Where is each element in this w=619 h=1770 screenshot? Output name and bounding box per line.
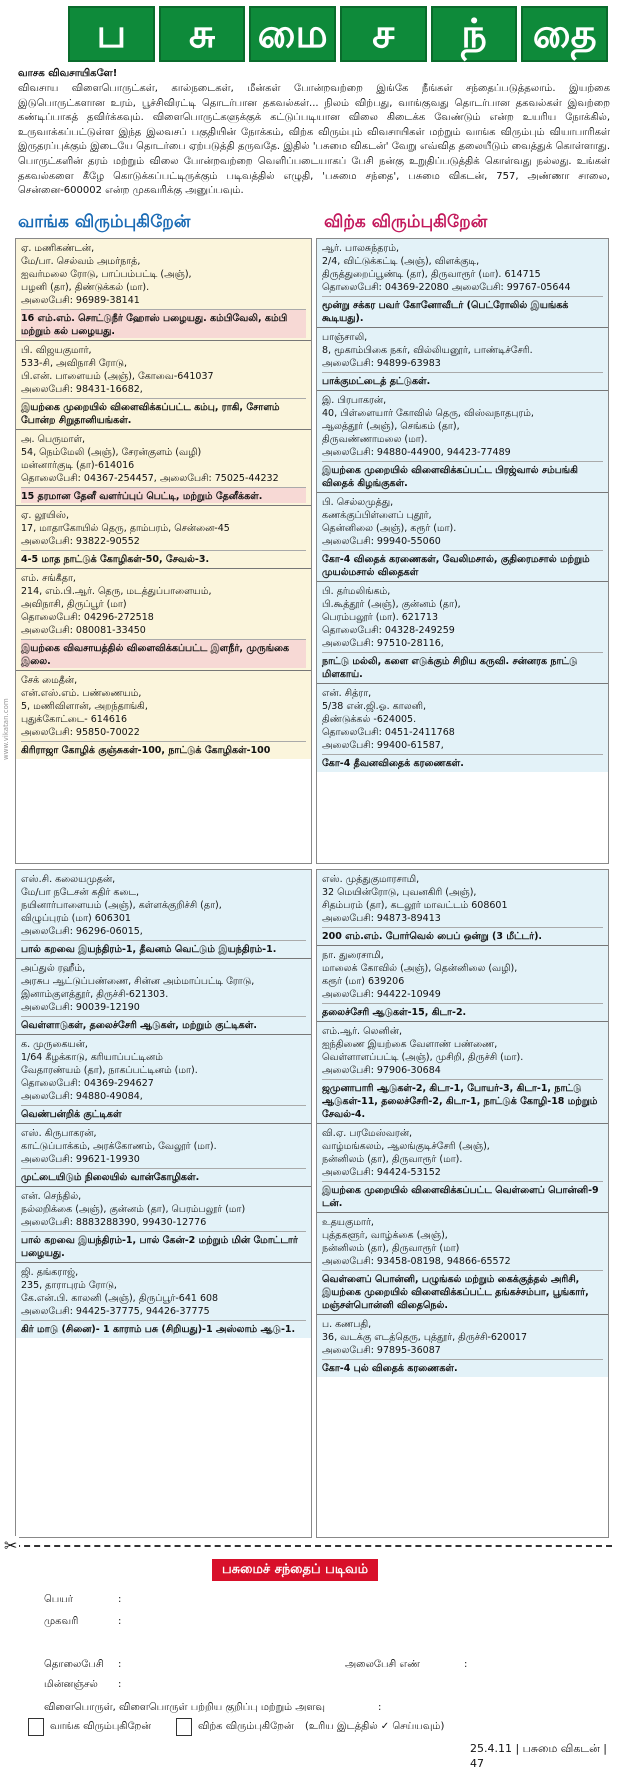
contact-line: வாழ்மங்கலம், ஆலங்குடிச்சேரி (அஞ்), (322, 1141, 490, 1152)
address-label: முகவரி (44, 1616, 79, 1627)
contact-details (21, 344, 306, 396)
listing-item: கிர் மாடு (சினை)- 1 காராம் பசு (சிறியது)-1 அஸ்லாம் ஆடு-1. (21, 1320, 306, 1336)
contact-line: பி. செல்லமுத்து, (322, 497, 394, 508)
contact-line: தொலைபேசி: 04369-22080 அலைபேசி: 99767-05644 (322, 282, 571, 293)
contact-line: 36, வடக்கு எடத்தெரு, புத்தூர், திருச்சி-620017 (322, 1332, 528, 1343)
contact-line: அலைபேசி: 90039-12190 (21, 1002, 140, 1013)
contact-line: சிதம்பரம் (தா), கடலூர் மாவட்டம் 608601 (322, 900, 508, 911)
contact-line: ஐந்திணை இயற்கை வேளாண் பண்ணை, (322, 1039, 498, 1050)
listing-entry (317, 328, 608, 391)
phone-colon: : (118, 1659, 122, 1670)
contact-line: 8, மூகாம்பிகை நகர், வில்லியனூர், பாண்டிச்சேரி. (322, 345, 533, 356)
listing-entry (16, 1124, 311, 1187)
contact-line: திருவண்ணாமலை (மா). (322, 434, 428, 445)
contact-line: அலைபேசி: 94422-10949 (322, 989, 441, 1000)
listing-entry (317, 946, 608, 1022)
listing-item: 200 எம்.எம். போர்வெல் பைப் ஒன்று (3 மீட்டர்). (322, 927, 603, 943)
contact-line: அலைபேசி: 93822-90552 (21, 536, 140, 547)
listing-entry (16, 671, 311, 759)
masthead-letter: ப (68, 6, 155, 62)
listing-entry (317, 391, 608, 493)
contact-line: அவிநாசி, திருப்பூர் (மா) (21, 599, 127, 610)
contact-line: ஆர். பாலசுந்தரம், (322, 243, 399, 254)
name-label: பெயர் (44, 1594, 74, 1605)
contact-line: 235, தாராபுரம் ரோடு, (21, 1280, 117, 1291)
page-footer: 25.4.11 | பசுமை விகடன் | 47 (470, 1742, 607, 1770)
form-title: பசுமைச் சந்தைப் படிவம் (212, 1559, 378, 1581)
contact-details (322, 496, 603, 548)
contact-line: 5, மணிவிளான், அறந்தாங்கி, (21, 701, 148, 712)
masthead-letter: மை (249, 6, 336, 62)
contact-line: 533-சி, அவிநாசி ரோடு, (21, 358, 128, 369)
contact-line: என்.எஸ்.எம். பண்ணையம், (21, 688, 142, 699)
contact-details (322, 1025, 603, 1077)
contact-line: அலைபேசி: 97895-36087 (322, 1345, 441, 1356)
contact-line: ப. கணபதி, (322, 1319, 372, 1330)
product-label: விளைபொருள், விளைபொருள் பற்றிய குறிப்பு மற்றும் அளவு (44, 1702, 325, 1713)
contact-line: கணக்குப்பிள்ளைப் புதூர், (322, 510, 432, 521)
listing-item: முட்டையிடும் நிலையில் வான்கோழிகள். (21, 1168, 306, 1184)
contact-line: அலைபேசி: 94873-89413 (322, 913, 441, 924)
contact-line: இ. பிரபாகரன், (322, 395, 387, 406)
contact-line: அலைபேசி: 99400-61587, (322, 740, 444, 751)
sell-checkbox-label: விற்க விரும்புகிறேன் (198, 1721, 294, 1732)
contact-line: 214, எம்.பி.ஆர். தெரு, மடத்துப்பாளையம், (21, 586, 212, 597)
contact-line: ஜி. தங்கராஜ், (21, 1267, 79, 1278)
contact-line: 5/38 என்.ஜி.ஓ. காலனி, (322, 701, 426, 712)
masthead (68, 6, 608, 62)
listing-entry (16, 1263, 311, 1338)
contact-line: 40, பிள்ளையார் கோவில் தெரு, விஸ்வநாதபுரம், (322, 408, 534, 419)
contact-details (322, 687, 603, 752)
contact-line: ஏ. லூயிஸ், (21, 510, 70, 521)
intro-paragraph: விவசாய விளைபொருட்கள், கால்நடைகள், மீன்கள் போன்றவற்றை இங்கே நீங்கள் சந்தைப்படுத்தலாம். இயற்கை இடுபொருட்களான உரம், பூச்சிவிரட்டி தொடர்பான தகவல்கள்... நிலம் விற்பது, வாங்குவது தொடர்பான தகவல்கள் இவற்றை கண்டிப்பாகத் தவிர்க்கவும். விளைபொருட்களுக்குக் கட்டுப்படியான விலை கிடைக்க வேண்டும் என்ற உயரிய நோக்கில், உருவாக்கப்பட்டுள்ள இந்த இலவசப் பகுதியின் நோக்கம், விற்க விரும்பும் விவசாயிகள் மற்றும் வாங்க விரும்பும் வியாபாரிகள் இருதரப்புக்கும் இடையே தொடர்பை ஏற்படுத்தி தருவதே. இதில் 'பசுமை விகடன்' வேறு எவ்வித தலையீடும் வைத்துக் கொள்ளாது. பொருட்களின் தரம் மற்றும் விலை போன்றவற்றை வெளிப்படையாகப் பேசி நன்கு உறுதிப்படுத்திக் கொள்வது நல்லது. உங்கள் தகவல்களை கீழே கொடுக்கப்பட்டிருக்கும் படிவத்தில் எழுதி, 'பசுமை சந்தை', பசுமை விகடன், 757, அண்ணா சாலை, சென்னை-600002 என்ற முகவரிக்கு அனுப்பவும். (18, 83, 610, 197)
contact-line: உதயகுமார், (322, 1217, 374, 1228)
name-colon: : (118, 1594, 122, 1605)
listing-entry (317, 684, 608, 772)
listing-entry (16, 1187, 311, 1263)
contact-details (322, 331, 603, 370)
contact-line: அலைபேசி: 94899-63983 (322, 358, 441, 369)
contact-details (322, 585, 603, 650)
contact-line: பெரம்பலூர் (மா). 621713 (322, 612, 439, 623)
contact-details (322, 1216, 603, 1268)
address-colon: : (118, 1616, 122, 1627)
contact-line: விழுப்புரம் (மா) 606301 (21, 913, 131, 924)
contact-line: அலைபேசி: 95850-70022 (21, 727, 140, 738)
contact-line: அலைபேசி: 94424-53152 (322, 1167, 441, 1178)
contact-details (322, 873, 603, 925)
contact-line: மாலைக் கோவில் (அஞ்), தென்னிலை (வழி), (322, 963, 518, 974)
contact-line: எஸ். கிருபாகரன், (21, 1128, 97, 1139)
contact-line: என். சித்ரா, (322, 688, 372, 699)
contact-line: இனாம்குளத்தூர், திருச்சி-621303. (21, 989, 169, 1000)
listing-item: நாட்டு மல்லி, களை எடுக்கும் சிறிய கருவி. சன்னரக நாட்டு மிளகாய். (322, 652, 603, 681)
contact-line: மே/பா நடேசன் கதிர் கடை, (21, 887, 140, 898)
listing-item: பாக்குமட்டைத் தட்டுகள். (322, 372, 603, 388)
contact-details (21, 1190, 306, 1229)
listing-entry (16, 959, 311, 1035)
sell-listings-bottom (316, 869, 609, 1538)
contact-line: தென்னிலை (அஞ்), கரூர் (மா). (322, 523, 457, 534)
listing-item: வெள்ளைப் பொன்னி, பழுங்கல் மற்றும் கைக்குத்தல் அரிசி, இயற்கை முறையில் விளைவிக்கப்பட்ட தங்கச்சம்பா, பூங்கார், மஞ்சள்பொன்னி விதைநெல். (322, 1270, 603, 1312)
email-label: மின்னஞ்சல் (44, 1679, 98, 1690)
contact-details (21, 962, 306, 1014)
contact-details (21, 242, 306, 307)
listing-item: 4-5 மாத நாட்டுக் கோழிகள்-50, சேவல்-3. (21, 550, 306, 566)
contact-line: புதுக்கோட்டை- 614616 (21, 714, 127, 725)
listing-entry (317, 1022, 608, 1124)
cut-line (4, 1545, 612, 1547)
contact-line: எம்.ஆர். லெனின், (322, 1026, 402, 1037)
listing-item: இயற்கை முறையில் விளைவிக்கப்பட்ட வெள்ளைப் பொன்னி-9 டன். (322, 1181, 603, 1210)
contact-details (21, 572, 306, 637)
contact-line: 17, மாதாகோயில் தெரு, தாம்பரம், சென்னை-45 (21, 523, 230, 534)
contact-details (322, 394, 603, 459)
contact-details (322, 1318, 603, 1357)
listing-entry (317, 493, 608, 582)
listing-item: கோ-4 தீவனவிதைக் கரணைகள். (322, 754, 603, 770)
contact-details (322, 242, 603, 294)
contact-line: அலைபேசி: 97510-28116, (322, 638, 444, 649)
listing-item: தலைச்சேரி ஆடுகள்-15, கிடா-2. (322, 1003, 603, 1019)
masthead-letter: சு (159, 6, 246, 62)
buy-checkbox[interactable] (28, 1718, 44, 1736)
greeting: வாசக விவசாயிகளே! (18, 68, 118, 79)
contact-line: அலைபேசி: 94880-44900, 94423-77489 (322, 447, 511, 458)
listing-item: கோ-4 விதைக் கரணைகள், வேலிமசால், குதிரைமசால் மற்றும் முயல்மசால் விதைகள் (322, 550, 603, 579)
contact-line: திருத்துறைப்பூண்டி (தா), திருவாரூர் (மா). 614715 (322, 269, 541, 280)
listing-item: இயற்கை விவசாயத்தில் விளைவிக்கப்பட்ட இளநீர், முருங்கை இலை. (21, 639, 306, 668)
contact-line: 54, நெம்மேலி (அஞ்), சேரன்குளம் (வழி) (21, 447, 202, 458)
contact-details (21, 433, 306, 485)
contact-details (21, 873, 306, 938)
contact-line: அலைபேசி: 96989-38141 (21, 295, 140, 306)
contact-line: அலைபேசி: 080081-33450 (21, 625, 146, 636)
listing-entry (317, 582, 608, 684)
contact-details (21, 1038, 306, 1103)
mobile-label: அலைபேசி எண் (345, 1659, 420, 1670)
contact-line: அரசுப ஆட்டுப்பண்ணை, சின்ன அம்மாப்பட்டி ரோடு, (21, 976, 255, 987)
listing-entry (16, 239, 311, 341)
contact-line: மன்னார்குடி (தா)-614016 (21, 460, 135, 471)
contact-line: அலைபேசி: 94425-37775, 94426-37775 (21, 1306, 210, 1317)
contact-line: அலைபேசி: 96296-06015, (21, 926, 143, 937)
contact-line: கே.என்.பி. காலனி (அஞ்), திருப்பூர்-641 608 (21, 1293, 219, 1304)
listing-entry (317, 870, 608, 946)
contact-line: அலைபேசி: 99621-19930 (21, 1154, 140, 1165)
contact-details (322, 949, 603, 1001)
listing-entry (16, 569, 311, 671)
contact-line: தொலைபேசி: 04328-249259 (322, 625, 455, 636)
contact-line: அலைபேசி: 94880-49084, (21, 1091, 143, 1102)
listing-entry (16, 1035, 311, 1124)
contact-line: ஆலத்தூர் (அஞ்), செங்கம் (தா), (322, 421, 460, 432)
contact-line: அலைபேசி: 93458-08198, 94866-65572 (322, 1256, 511, 1267)
contact-line: தொலைபேசி: 0451-2411768 (322, 727, 455, 738)
contact-line: நா. துரைசாமி, (322, 950, 384, 961)
listing-item: வெள்ளாடுகள், தலைச்சேரி ஆடுகள், மற்றும் குட்டிகள். (21, 1016, 306, 1032)
listing-item: 15 தரமான தேனீ வளர்ப்புப் பெட்டி, மற்றும் தேனீக்கள். (21, 487, 306, 503)
mobile-colon: : (464, 1659, 468, 1670)
contact-line: நல்லறிக்கை (அஞ்), குன்னம் (தா), பெரம்பலூர் (மா) (21, 1204, 246, 1215)
listing-item: இயற்கை முறையில் விளைவிக்கப்பட்ட கம்பு, ராகி, சோளம் போன்ற சிறுதானியங்கள். (21, 398, 306, 427)
contact-line: வெள்ளாளப்பட்டி (அஞ்), முசிறி, திருச்சி (மா). (322, 1052, 524, 1063)
email-colon: : (118, 1679, 122, 1690)
listing-item: மூன்று சக்கர பவர் கோனோவீடர் (பெட்ரோலில் இயங்கக் கூடியது). (322, 296, 603, 325)
contact-line: அலைபேசி: 99940-55060 (322, 536, 441, 547)
buy-listings-top (15, 238, 312, 864)
contact-line: அப்துல் ரஹீம், (21, 963, 86, 974)
sell-listings-top (316, 238, 609, 864)
sell-heading: விற்க விரும்புகிறேன் (324, 212, 488, 232)
sell-checkbox[interactable] (176, 1718, 192, 1736)
contact-line: திண்டுக்கல் -624005. (322, 714, 417, 725)
buy-listings-bottom (15, 869, 312, 1538)
contact-details (21, 1127, 306, 1166)
contact-line: மே/பா. செல்வம் அமர்நாத், (21, 256, 141, 267)
listing-entry (16, 506, 311, 569)
contact-line: என். செந்தில், (21, 1191, 82, 1202)
contact-line: அ. பெருமாள், (21, 434, 86, 445)
phone-label: தொலைபேசி (44, 1659, 104, 1670)
contact-line: நயினார்பாளையம் (அஞ்), கள்ளக்குறிச்சி (தா), (21, 900, 222, 911)
masthead-letter: ச (340, 6, 427, 62)
contact-line: நன்னிலம் (தா), திருவாரூர் (மா) (322, 1243, 460, 1254)
contact-line: வி.ஏ. பரமேஸ்வரன், (322, 1128, 413, 1139)
listing-item: பால் கறவை இயந்திரம்-1, தீவனம் வெட்டும் இயந்திரம்-1. (21, 940, 306, 956)
contact-line: புத்தகளூர், வாழ்க்கை (அஞ்), (322, 1230, 448, 1241)
contact-line: தொலைபேசி: 04367-254457, அலைபேசி: 75025-44232 (21, 473, 279, 484)
contact-line: சேக் மைதீன், (21, 675, 78, 686)
listing-item: ஜமுனாபாரி ஆடுகள்-2, கிடா-1, போயர்-3, கிடா-1, நாட்டு ஆடுகள்-11, தலைச்சேரி-2, கிடா-1, நாட்டுக் கோழி-18 மற்றும் சேவல்-4. (322, 1079, 603, 1121)
contact-line: ஏ. மணிகண்டன், (21, 243, 95, 254)
masthead-letter: ந் (431, 6, 518, 62)
contact-line: 32 மெயின்ரோடு, புவனகிரி (அஞ்), (322, 887, 477, 898)
contact-line: வேதாரண்யம் (தா), நாகப்பட்டினம் (மா). (21, 1065, 198, 1076)
site-credit: www.vikatan.com (2, 698, 10, 760)
listing-item: பால் கறவை இயந்திரம்-1, பால் கேன்-2 மற்றும் மின் மோட்டார் பழையது. (21, 1231, 306, 1260)
buy-checkbox-label: வாங்க விரும்புகிறேன் (50, 1721, 152, 1732)
contact-line: பி. விஜயகுமார், (21, 345, 92, 356)
listing-entry (16, 430, 311, 506)
listing-entry (317, 239, 608, 328)
contact-details (21, 509, 306, 548)
contact-line: பழனி (தா), திண்டுக்கல் (மா). (21, 282, 150, 293)
masthead-letter: தை (521, 6, 608, 62)
contact-line: கரூர் (மா) 639206 (322, 976, 405, 987)
contact-details (322, 1127, 603, 1179)
contact-line: அலைபேசி: 97906-30684 (322, 1065, 441, 1076)
buy-heading: வாங்க விரும்புகிறேன் (18, 212, 191, 232)
listing-item: 16 எம்.எம். சொட்டுநீர் ஹோஸ் பழையது. கம்பிவேலி, கம்பி மற்றும் கல் பழையது. (21, 309, 306, 338)
contact-line: பாஞ்சாலி, (322, 332, 368, 343)
tick-note: (உரிய இடத்தில் ✓ செய்யவும்) (305, 1721, 445, 1732)
contact-line: 2/4, விட்டுக்கட்டி (அஞ்), விளக்குடி, (322, 256, 480, 267)
listing-entry (16, 341, 311, 430)
contact-line: எஸ். முத்துகுமாரசாமி, (322, 874, 420, 885)
contact-line: தொலைபேசி: 04369-294627 (21, 1078, 154, 1089)
contact-line: நன்னிலம் (தா), திருவாரூர் (மா). (322, 1154, 463, 1165)
contact-line: எஸ்.சி. கலையமுதன், (21, 874, 116, 885)
contact-line: எம். சங்கீதா, (21, 573, 76, 584)
contact-line: க. முருகையன், (21, 1039, 88, 1050)
contact-line: பி.கூத்தூர் (அஞ்), குன்னம் (தா), (322, 599, 461, 610)
contact-details (21, 1266, 306, 1318)
contact-line: தொலைபேசி: 04296-272518 (21, 612, 154, 623)
product-colon: : (378, 1702, 382, 1713)
contact-details (21, 674, 306, 739)
listing-item: கோ-4 புல் விதைக் கரணைகள். (322, 1359, 603, 1375)
listing-entry (317, 1315, 608, 1377)
listing-entry (16, 870, 311, 959)
listing-entry (317, 1213, 608, 1315)
contact-line: 1/64 கீழக்காடு, கரியாப்பட்டினம் (21, 1052, 163, 1063)
contact-line: காட்டுப்பாக்கம், அரக்கோணம், வேலூர் (மா). (21, 1141, 217, 1152)
contact-line: பி. தர்மலிங்கம், (322, 586, 391, 597)
listing-item: இயற்கை முறையில் விளைவிக்கப்பட்ட பிரஜ்வால் சம்பங்கி விதைக் கிழங்குகள். (322, 461, 603, 490)
listing-item: கிரிராஜா கோழிக் குஞ்சுகள்-100, நாட்டுக் கோழிகள்-100 (21, 741, 306, 757)
contact-line: ஐவர்மலை ரோடு, பாப்பம்பட்டி (அஞ்), (21, 269, 192, 280)
contact-line: அலைபேசி: 98431-16682, (21, 384, 143, 395)
contact-line: பி.என். பாளையம் (அஞ்), கோவை-641037 (21, 371, 214, 382)
listing-entry (317, 1124, 608, 1213)
contact-line: அலைபேசி: 8883288390, 99430-12776 (21, 1217, 207, 1228)
listing-item: வெண்பன்றிக் குட்டிகள் (21, 1105, 306, 1121)
scissors-icon: ✂ (4, 1536, 18, 1555)
